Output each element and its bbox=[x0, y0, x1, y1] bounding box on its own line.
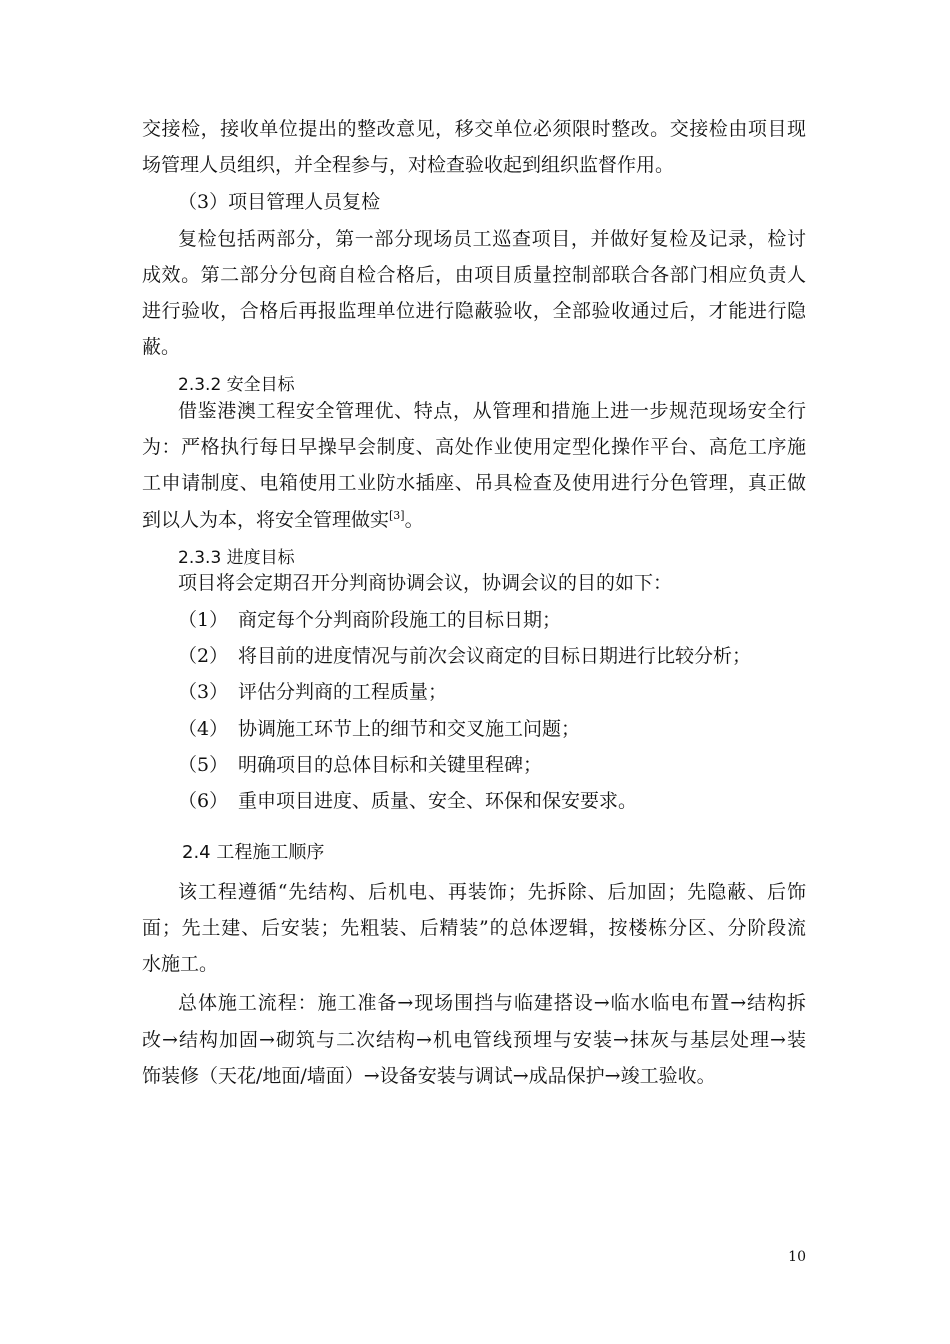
list-item-number: （6） bbox=[178, 790, 229, 812]
paragraph-line: 改→结构加固→砌筑与二次结构→机电管线预埋与安装→抹灰与基层处理→装 bbox=[142, 1029, 806, 1051]
list-item-number: （2） bbox=[178, 645, 229, 667]
paragraph-line: 饰装修（天花/地面/墙面）→设备安装与调试→成品保护→竣工验收。 bbox=[142, 1065, 716, 1087]
paragraph-line: 进行验收，合格后再报监理单位进行隐蔽验收，全部验收通过后，才能进行隐 bbox=[142, 300, 806, 322]
list-item-number: （5） bbox=[178, 754, 229, 776]
paragraph-line: 复检包括两部分，第一部分现场员工巡查项目，并做好复检及记录，检讨 bbox=[178, 228, 806, 250]
paragraph-line: 借鉴港澳工程安全管理优、特点，从管理和措施上进一步规范现场安全行 bbox=[178, 400, 806, 422]
paragraph-line: 为：严格执行每日早操早会制度、高处作业使用定型化操作平台、高危工序施 bbox=[142, 436, 806, 458]
subsection-heading: （3）项目管理人员复检 bbox=[178, 191, 381, 213]
paragraph-line: 该工程遵循“先结构、后机电、再装饰；先拆除、后加固；先隐蔽、后饰 bbox=[178, 881, 806, 903]
list-item-text: 协调施工环节上的细节和交叉施工问题； bbox=[238, 718, 581, 740]
paragraph-text: 。 bbox=[404, 509, 424, 531]
section-heading-2-4: 2.4 工程施工顺序 bbox=[182, 842, 325, 863]
paragraph-line: 蔽。 bbox=[142, 336, 181, 358]
paragraph-text: 到以人为本，将安全管理做实 bbox=[142, 509, 390, 531]
paragraph-line: 水施工。 bbox=[142, 953, 219, 975]
page-number: 10 bbox=[788, 1249, 806, 1265]
list-item-text: 重申项目进度、质量、安全、环保和保安要求。 bbox=[238, 790, 638, 812]
section-heading-2-3-3: 2.3.3 进度目标 bbox=[178, 548, 295, 568]
list-item-text: 商定每个分判商阶段施工的目标日期； bbox=[238, 609, 562, 631]
list-item-number: （1） bbox=[178, 609, 229, 631]
paragraph-line: 交接检，接收单位提出的整改意见，移交单位必须限时整改。交接检由项目现 bbox=[142, 118, 806, 140]
list-item-text: 明确项目的总体目标和关键里程碑； bbox=[238, 754, 543, 776]
list-item-number: （3） bbox=[178, 681, 229, 703]
paragraph-line: 项目将会定期召开分判商协调会议，协调会议的目的如下： bbox=[178, 572, 673, 594]
citation-reference: [3] bbox=[389, 509, 405, 522]
section-heading-2-3-2: 2.3.2 安全目标 bbox=[178, 375, 295, 395]
list-item-text: 评估分判商的工程质量； bbox=[238, 681, 448, 703]
paragraph-line: 总体施工流程：施工准备→现场围挡与临建搭设→临水临电布置→结构拆 bbox=[178, 992, 806, 1014]
list-item-text: 将目前的进度情况与前次会议商定的目标日期进行比较分析； bbox=[238, 645, 752, 667]
list-item-number: （4） bbox=[178, 718, 229, 740]
paragraph-line: 成效。第二部分分包商自检合格后，由项目质量控制部联合各部门相应负责人 bbox=[142, 264, 806, 286]
paragraph-line bbox=[142, 507, 424, 533]
paragraph-line: 场管理人员组织，并全程参与，对检查验收起到组织监督作用。 bbox=[142, 154, 675, 176]
paragraph-line: 面；先土建、后安装；先粗装、后精装”的总体逻辑，按楼栋分区、分阶段流 bbox=[142, 917, 806, 939]
paragraph-line: 工申请制度、电箱使用工业防水插座、吊具检查及使用进行分色管理，真正做 bbox=[142, 472, 806, 494]
